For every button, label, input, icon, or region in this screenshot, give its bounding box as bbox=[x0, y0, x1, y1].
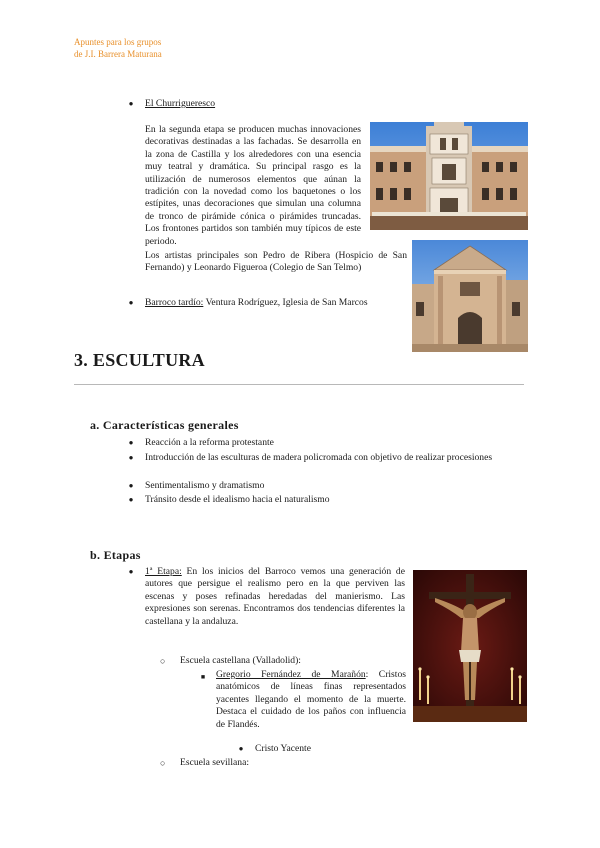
etapa1-paragraph bbox=[145, 566, 405, 628]
etapas-heading: b. Etapas bbox=[90, 548, 141, 562]
bullet-icon: ● bbox=[128, 99, 134, 108]
palacio-san-telmo-image bbox=[370, 122, 528, 230]
escuela-castellana: Escuela castellana (Valladolid): bbox=[180, 655, 301, 666]
barroco-tardio-text: Ventura Rodríguez, Iglesia de San Marcos bbox=[203, 297, 368, 308]
bullet-icon: ● bbox=[128, 453, 134, 462]
barroco-tardio-line bbox=[145, 297, 368, 309]
section-divider bbox=[74, 384, 524, 385]
circle-bullet-icon: ○ bbox=[160, 656, 166, 666]
caracteristica-item: Reacción a la reforma protestante bbox=[145, 437, 274, 448]
header-line-1: Apuntes para los grupos bbox=[74, 37, 162, 47]
bullet-icon: ● bbox=[128, 298, 134, 307]
header-line-2: de J.I. Barrera Maturana bbox=[74, 49, 162, 59]
caracteristica-item: Sentimentalismo y dramatismo bbox=[145, 480, 265, 491]
caracteristicas-heading: a. Características generales bbox=[90, 418, 239, 432]
churrigueresco-title: El Churrigueresco bbox=[145, 98, 216, 109]
cristo-crucificado-image bbox=[413, 570, 527, 722]
circle-bullet-icon: ○ bbox=[160, 758, 166, 768]
iglesia-san-marcos-image bbox=[412, 240, 528, 352]
etapa1-label: 1ª Etapa: bbox=[145, 566, 182, 577]
square-bullet-icon: ■ bbox=[200, 673, 206, 681]
churrigueresco-paragraph: En la segunda etapa se producen muchas innovaciones decorativas destinadas a las fachadas. Se desarrolla en la zona de Castilla y los alrededores con una esencia muy teatral y dramática. Su principal rasgo es la utilización de numerosos elementos que aúnan la tradición con la novedad como los baquetones o los estípites, unas decoraciones que simulan una columna de tronco de pirámide cónica o pirámides truncadas. Los frontones partidos son también muy típicos de este periodo. bbox=[145, 124, 361, 247]
churrigueresco-artists: Los artistas principales son Pedro de Ribera (Hospicio de San Fernando) y Leonardo Figueroa (Colegio de San Telmo) bbox=[145, 250, 407, 274]
section-title: 3. ESCULTURA bbox=[74, 350, 205, 370]
gregorio-text: : Cristos anatómicos de líneas finas representados yacentes llegando el momento de la muerte. Destaca el cuidado de los paños con influencia de Flandés. bbox=[216, 669, 406, 730]
gregorio-label: Gregorio Fernández de Marañón bbox=[216, 669, 366, 680]
bullet-icon: ● bbox=[128, 495, 134, 504]
gregorio-paragraph bbox=[216, 669, 406, 731]
escuela-sevillana: Escuela sevillana: bbox=[180, 757, 249, 768]
bullet-icon: ● bbox=[128, 481, 134, 490]
barroco-tardio-label: Barroco tardío: bbox=[145, 297, 204, 308]
caracteristica-item: Tránsito desde el idealismo hacia el naturalismo bbox=[145, 494, 330, 505]
bullet-icon: ● bbox=[128, 438, 134, 447]
page-header bbox=[74, 36, 274, 60]
bullet-icon: ● bbox=[128, 567, 134, 576]
bullet-icon: ● bbox=[238, 744, 244, 753]
cristo-yacente: Cristo Yacente bbox=[255, 743, 311, 754]
caracteristica-item: Introducción de las esculturas de madera policromada con objetivo de realizar procesiones bbox=[145, 452, 493, 463]
etapa1-text: En los inicios del Barroco vemos una generación de autores que persigue el realismo pero en la que perviven las escenas y poses refinadas heredadas del manierismo. Las expresiones son serenas. Encontramos dos tendencias diferentes la castellana y la andaluza. bbox=[145, 566, 405, 627]
